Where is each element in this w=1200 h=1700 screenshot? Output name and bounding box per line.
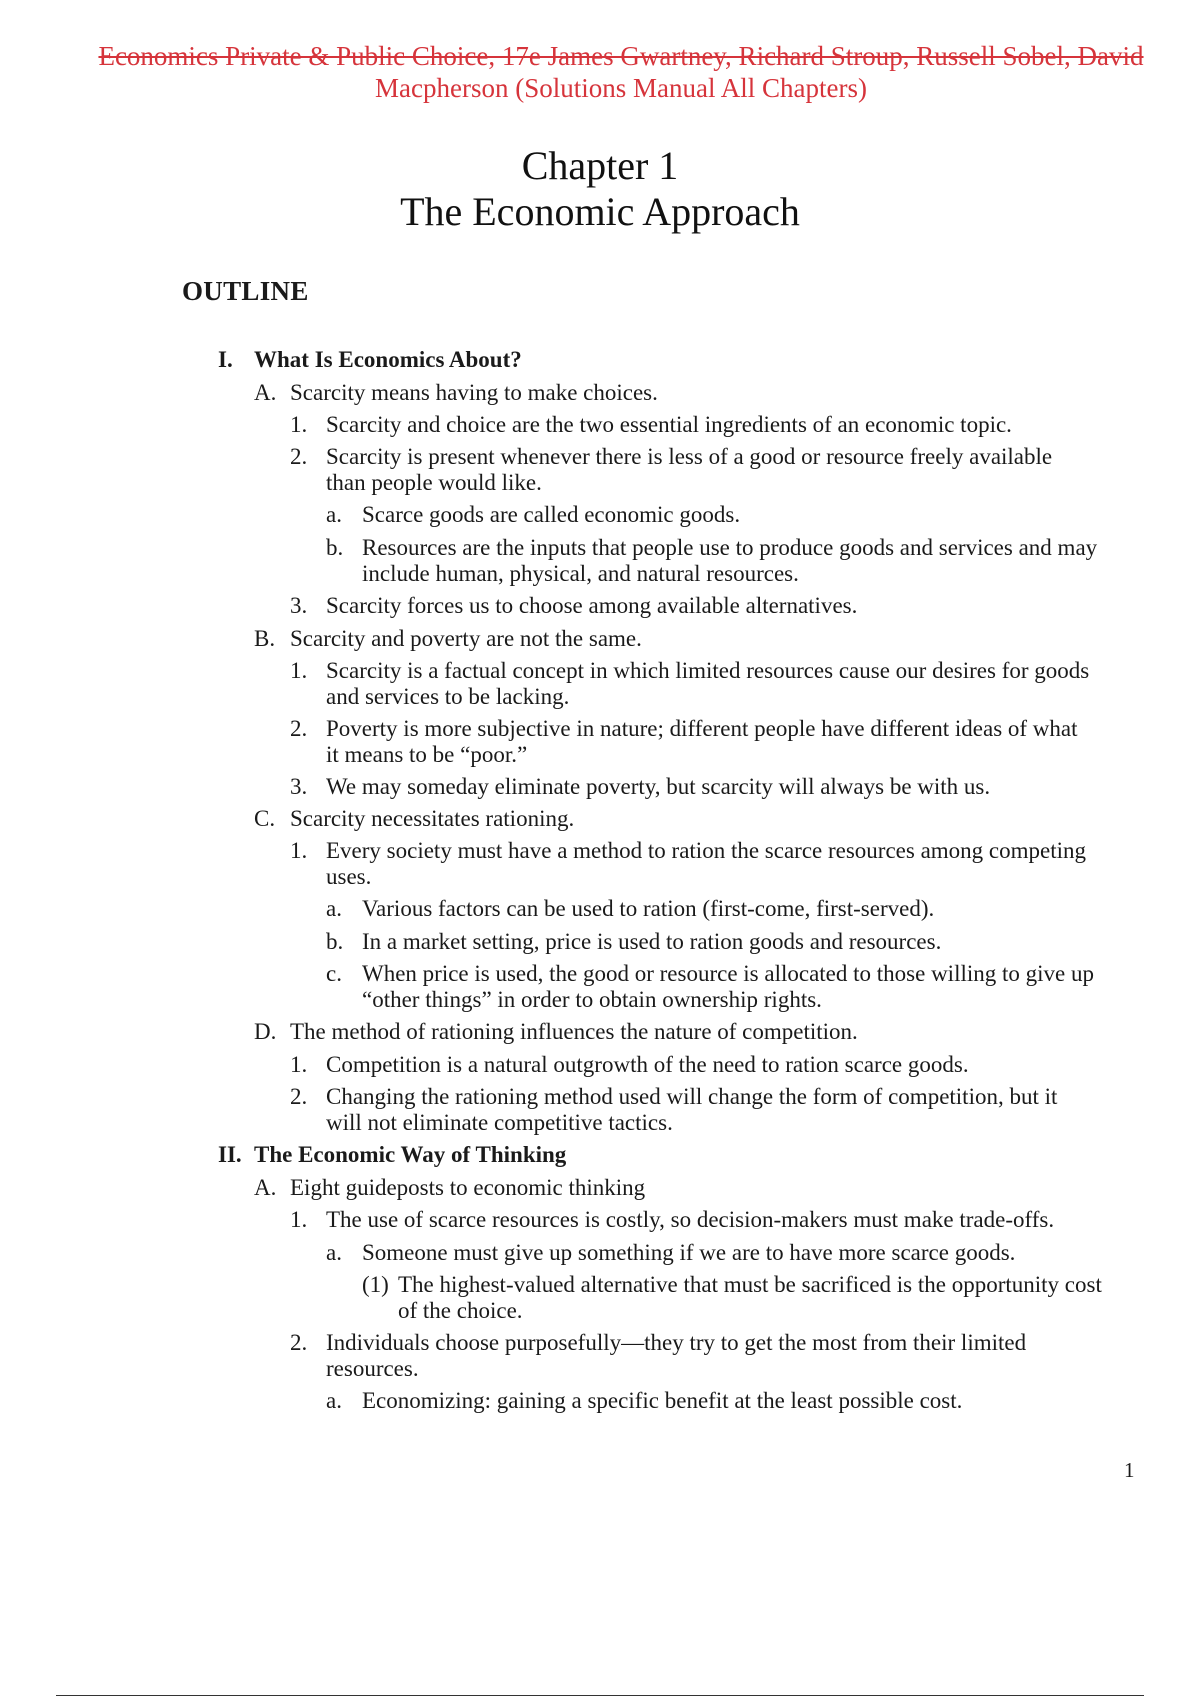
outline-marker: C. [254,806,276,831]
outline-marker: 2. [290,444,308,469]
outline-marker: a. [326,502,342,527]
outline-text-line: Competition is a natural outgrowth of the need to ration scarce goods. [326,1052,969,1077]
outline-text [290,1175,1150,1201]
outline-marker: I. [218,347,233,372]
outline-text-line: The highest-valued alternative that must be sacrificed is the opportunity cost [398,1272,1102,1297]
banner-line-1: Economics Private & Public Choice, 17e James Gwartney, Richard Stroup, Russell Sobel, David [98,41,1144,71]
outline-text-line: Individuals choose purposefully—they try to get the most from their limited [326,1330,1027,1355]
outline-text-line: Scarcity means having to make choices. [290,380,658,405]
outline-text-continuation: “other things” in order to obtain ownership rights. [362,987,822,1012]
outline-text-line: Various factors can be used to ration (first-come, first-served). [362,896,935,921]
outline-text-line: Scarcity and poverty are not the same. [290,626,642,651]
outline-text [326,838,1150,890]
outline-marker: a. [326,1240,342,1265]
outline-text-continuation: uses. [326,864,372,889]
outline-text [362,896,1150,922]
outline-text-line: Scarcity is a factual concept in which limited resources cause our desires for goods [326,658,1090,683]
outline-heading: OUTLINE [182,276,309,306]
outline-text [326,658,1150,710]
outline-text [254,1142,1150,1168]
outline-marker: II. [218,1142,242,1167]
chapter-number: Chapter 1 [521,143,679,188]
outline-text-line: Scarcity forces us to choose among available alternatives. [326,593,858,618]
outline-marker: A. [254,380,277,405]
outline-marker: c. [326,961,342,986]
outline-text-line: We may someday eliminate poverty, but scarcity will always be with us. [326,774,991,799]
outline-text-line: When price is used, the good or resource is allocated to those willing to give up [362,961,1094,986]
outline-marker: 2. [290,1330,308,1355]
outline-text [398,1272,1150,1324]
outline-text [290,380,1150,406]
outline-marker: 3. [290,593,308,618]
outline-text [290,1019,1150,1045]
outline-text-continuation: include human, physical, and natural resources. [362,561,799,586]
outline-text-continuation: resources. [326,1356,419,1381]
outline-text-line: Scarce goods are called economic goods. [362,502,741,527]
outline-text-line: The use of scarce resources is costly, so decision-makers must make trade-offs. [326,1207,1055,1232]
outline-marker: a. [326,1388,342,1413]
outline-marker: A. [254,1175,277,1200]
outline-text [326,444,1150,496]
outline-text-line: Resources are the inputs that people use to produce goods and services and may [362,535,1098,560]
outline-text-line: The Economic Way of Thinking [254,1142,567,1167]
outline-text [362,502,1150,528]
outline-text [326,1330,1150,1382]
outline-text [362,961,1150,1013]
outline-marker: 1. [290,1052,308,1077]
outline-marker: B. [254,626,276,651]
outline-marker: 1. [290,838,308,863]
outline-marker: 2. [290,1084,308,1109]
outline-text [326,593,1150,619]
outline-text [290,626,1150,652]
outline-text [362,1240,1150,1266]
outline-text [326,1084,1150,1136]
outline-marker: 1. [290,1207,308,1232]
outline-text [326,1207,1150,1233]
outline-text-line: Poverty is more subjective in nature; different people have different ideas of what [326,716,1078,741]
outline-marker: (1) [362,1272,389,1297]
outline-text [326,774,1150,800]
outline-text-line: Economizing: gaining a specific benefit at the least possible cost. [362,1388,963,1413]
outline-text-line: Eight guideposts to economic thinking [290,1175,646,1200]
outline-text-continuation: and services to be lacking. [326,684,570,709]
outline-text-continuation: it means to be “poor.” [326,742,528,767]
outline-text-continuation: will not eliminate competitive tactics. [326,1110,673,1135]
outline-marker: b. [326,929,344,954]
outline-text-continuation: of the choice. [398,1298,523,1323]
outline-text [326,716,1150,768]
outline-marker: b. [326,535,344,560]
outline-marker: 2. [290,716,308,741]
banner-line-2: Macpherson (Solutions Manual All Chapters) [375,73,867,103]
outline-text-line: Every society must have a method to ration the scarce resources among competing [326,838,1087,863]
outline-text-continuation: than people would like. [326,470,542,495]
outline-text-line: Changing the rationing method used will change the form of competition, but it [326,1084,1058,1109]
outline-text-line: Scarcity and choice are the two essential ingredients of an economic topic. [326,412,1012,437]
chapter-title: The Economic Approach [400,189,800,234]
footer-rule [56,1695,1144,1696]
outline-text-line: In a market setting, price is used to ration goods and resources. [362,929,942,954]
document-banner [56,40,1186,104]
outline-marker: 1. [290,412,308,437]
outline-text-line: Someone must give up something if we are to have more scarce goods. [362,1240,1016,1265]
chapter-heading [0,143,1200,235]
page-number: 1 [1124,1458,1135,1482]
outline-text-line: Scarcity is present whenever there is less of a good or resource freely available [326,444,1053,469]
outline-marker: D. [254,1019,277,1044]
outline-text [362,929,1150,955]
outline-text [326,412,1150,438]
outline-text [290,806,1150,832]
outline-text [254,347,1150,373]
outline-text [326,1052,1150,1078]
outline-marker: 3. [290,774,308,799]
outline-text [362,1388,1150,1414]
outline-marker: 1. [290,658,308,683]
outline-text-line: The method of rationing influences the nature of competition. [290,1019,858,1044]
outline-text-line: What Is Economics About? [254,347,522,372]
outline-text [362,535,1150,587]
outline-marker: a. [326,896,342,921]
outline-text-line: Scarcity necessitates rationing. [290,806,575,831]
